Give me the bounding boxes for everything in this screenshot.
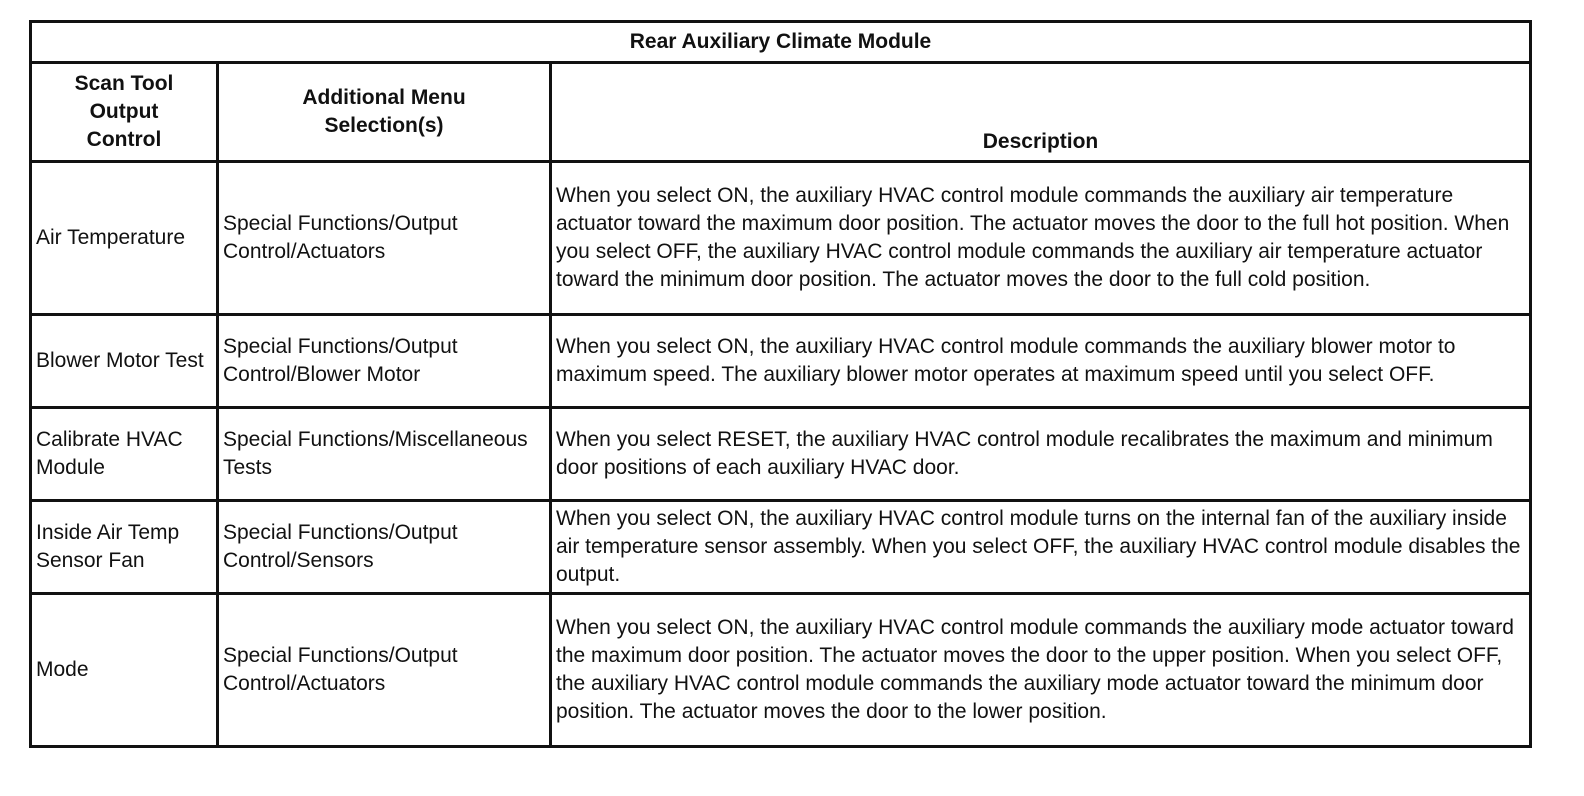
- cell-output-control: Calibrate HVAC Module: [31, 408, 218, 501]
- cell-description: When you select RESET, the auxiliary HVAC control module recalibrates the maximum and minimum door positions of each auxiliary HVAC door.: [551, 408, 1531, 501]
- table-title: Rear Auxiliary Climate Module: [31, 22, 1531, 63]
- cell-description: When you select ON, the auxiliary HVAC control module turns on the internal fan of the auxiliary inside air temperature sensor assembly. When you select OFF, the auxiliary HVAC control module disables the output.: [551, 501, 1531, 594]
- header-menu-selection: [218, 63, 551, 162]
- table-row: [31, 594, 1531, 747]
- cell-menu-selection: Special Functions/Miscellaneous Tests: [218, 408, 551, 501]
- cell-output-control: Inside Air Temp Sensor Fan: [31, 501, 218, 594]
- header-description: Description: [551, 63, 1531, 162]
- cell-menu-selection: Special Functions/Output Control/Sensors: [218, 501, 551, 594]
- table-title-row: [31, 22, 1531, 63]
- header-output-control-line-2: Output: [89, 100, 159, 123]
- table-row: [31, 408, 1531, 501]
- cell-menu-selection: Special Functions/Output Control/Actuators: [218, 594, 551, 747]
- cell-output-control: Blower Motor Test: [31, 315, 218, 408]
- cell-menu-selection: Special Functions/Output Control/Blower Motor: [218, 315, 551, 408]
- header-output-control-line-1: Scan Tool: [74, 72, 174, 95]
- table-row: [31, 162, 1531, 315]
- rear-auxiliary-climate-module-table: [29, 20, 1532, 748]
- cell-menu-selection: Special Functions/Output Control/Actuators: [218, 162, 551, 315]
- header-menu-selection-line-2: Selection(s): [324, 114, 444, 137]
- table-row: [31, 315, 1531, 408]
- cell-description: When you select ON, the auxiliary HVAC control module commands the auxiliary air temperature actuator toward the maximum door position. The actuator moves the door to the full hot position. When you select OFF, the auxiliary HVAC control module commands the auxiliary air temperature actuator toward the minimum door position. The actuator moves the door to the full cold position.: [551, 162, 1531, 315]
- cell-output-control: Mode: [31, 594, 218, 747]
- header-output-control: [31, 63, 218, 162]
- table-row: [31, 501, 1531, 594]
- cell-output-control: Air Temperature: [31, 162, 218, 315]
- header-menu-selection-line-1: Additional Menu: [302, 86, 466, 109]
- header-output-control-line-3: Control: [86, 128, 162, 151]
- cell-description: When you select ON, the auxiliary HVAC control module commands the auxiliary blower motor to maximum speed. The auxiliary blower motor operates at maximum speed until you select OFF.: [551, 315, 1531, 408]
- cell-description: When you select ON, the auxiliary HVAC control module commands the auxiliary mode actuator toward the maximum door position. The actuator moves the door to the upper position. When you select OFF, the auxiliary HVAC control module commands the auxiliary mode actuator toward the minimum door position. The actuator moves the door to the lower position.: [551, 594, 1531, 747]
- column-header-row: [31, 63, 1531, 162]
